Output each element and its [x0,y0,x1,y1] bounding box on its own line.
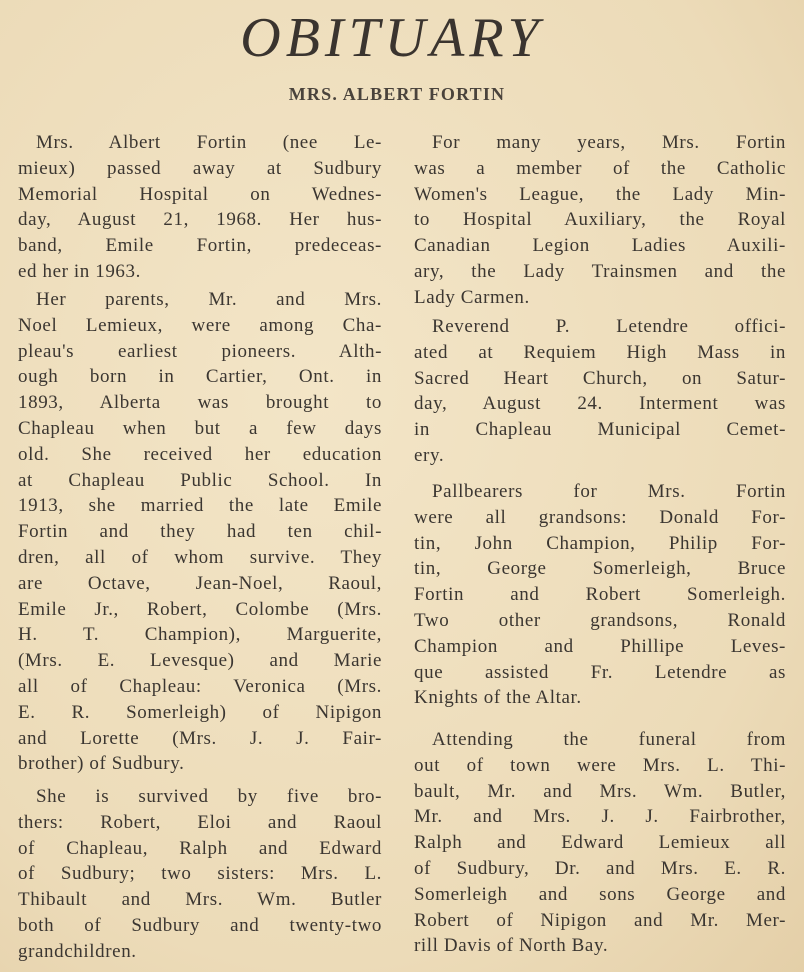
paragraph [18,130,382,285]
text-line: ated at Requiem High Mass in [414,341,786,363]
text-line: 1913, she married the late Emile [18,495,382,517]
text-line: bault, Mr. and Mrs. Wm. Butler, [414,780,786,802]
text-line: band, Emile Fortin, predeceas- [18,235,382,257]
text-line: mieux) passed away at Sudbury [18,157,382,179]
text-line: tin, John Champion, Philip For- [414,532,786,554]
text-line: 1893, Alberta was brought to [18,392,382,414]
text-line: are Octave, Jean-Noel, Raoul, [18,572,382,594]
text-line: Attending the funeral from [432,729,786,750]
paragraph [18,287,382,777]
text-line: Fortin and Robert Somerleigh. [414,584,786,606]
text-line: Mr. and Mrs. J. J. Fairbrother, [414,806,786,828]
text-line: Fortin and they had ten chil- [18,521,382,543]
obituary-subject: MRS. ALBERT FORTIN [288,84,506,104]
left-column [18,0,382,972]
text-line: Ralph and Edward Lemieux all [414,832,786,854]
text-line: Champion and Phillipe Leves- [414,635,786,657]
text-line: que assisted Fr. Letendre as [414,661,786,683]
text-line: in Chapleau Municipal Cemet- [414,419,786,441]
text-line: of Sudbury; two sisters: Mrs. L. [18,863,382,885]
text-line: ed her in 1963. [18,260,141,282]
text-line: Lady Carmen. [414,286,530,308]
text-line: ery. [414,444,445,466]
text-line: all of Chapleau: Veronica (Mrs. [18,675,382,697]
text-line: ary, the Lady Trainsmen and the [414,260,786,282]
text-line: were all grandsons: Donald For- [414,506,786,528]
paragraph [414,479,786,711]
text-line: (Mrs. E. Levesque) and Marie [18,650,382,672]
text-line: brother) of Sudbury. [18,753,185,775]
text-line: Canadian Legion Ladies Auxili- [414,235,786,257]
text-line: Emile Jr., Robert, Colombe (Mrs. [18,598,382,620]
text-line: grandchildren. [18,940,137,962]
text-line: Thibault and Mrs. Wm. Butler [18,889,382,911]
right-column [414,0,786,972]
text-line: H. T. Champion), Marguerite, [18,624,382,646]
page-title: OBITUARY [240,7,544,69]
text-line: Knights of the Altar. [414,687,582,709]
text-line: to Hospital Auxiliary, the Royal [414,209,786,231]
text-line: of Chapleau, Ralph and Edward [18,837,382,859]
text-line: day, August 21, 1968. Her hus- [18,209,382,231]
paragraph [18,784,382,965]
text-line: pleau's earliest pioneers. Alth- [18,340,382,362]
text-line: Memorial Hospital on Wednes- [18,183,382,205]
text-line: Robert of Nipigon and Mr. Mer- [414,909,786,931]
paragraph [414,727,786,959]
text-line: Two other grandsons, Ronald [414,609,786,631]
text-line: For many years, Mrs. Fortin [432,132,786,153]
text-line: Chapleau when but a few days [18,417,382,439]
text-line: Somerleigh and sons George and [414,883,786,905]
text-line: tin, George Somerleigh, Bruce [414,558,786,580]
paragraph [414,130,786,311]
text-line: and Lorette (Mrs. J. J. Fair- [18,727,382,749]
text-line: Her parents, Mr. and Mrs. [36,289,382,310]
text-line: thers: Robert, Eloi and Raoul [18,811,382,833]
text-line: Reverend P. Letendre offici- [432,316,786,337]
text-line: was a member of the Catholic [414,157,786,179]
text-line: of Sudbury, Dr. and Mrs. E. R. [414,857,786,879]
text-line: dren, all of whom survive. They [18,546,382,568]
text-line: both of Sudbury and twenty-two [18,914,382,936]
text-line: Pallbearers for Mrs. Fortin [432,481,786,502]
text-line: Women's League, the Lady Min- [414,183,786,205]
text-line: at Chapleau Public School. In [18,469,382,491]
text-line: Noel Lemieux, were among Cha- [18,314,382,336]
text-line: E. R. Somerleigh) of Nipigon [18,701,382,723]
paragraph [414,314,786,469]
text-line: ough born in Cartier, Ont. in [18,366,382,388]
text-line: Mrs. Albert Fortin (nee Le- [36,132,382,153]
text-line: out of town were Mrs. L. Thi- [414,754,786,776]
text-line: rill Davis of North Bay. [414,935,609,957]
text-line: old. She received her education [18,443,382,465]
text-line: day, August 24. Interment was [414,393,786,415]
text-line: Sacred Heart Church, on Satur- [414,367,786,389]
text-line: She is survived by five bro- [36,786,382,807]
